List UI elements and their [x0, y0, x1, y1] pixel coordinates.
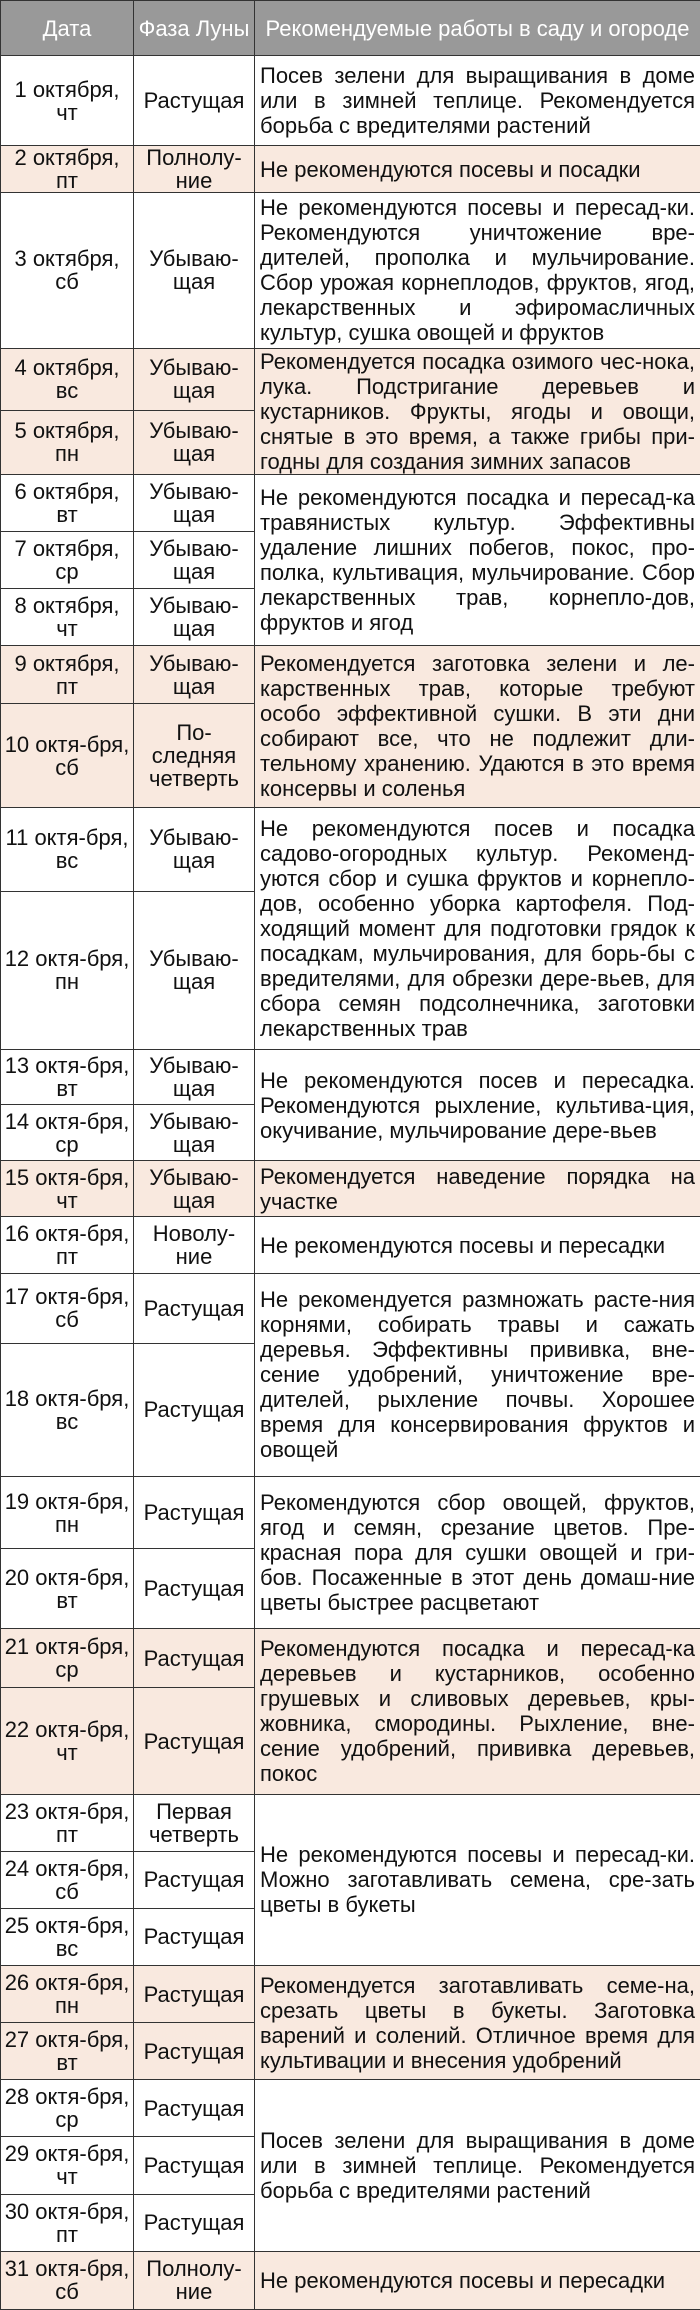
date-cell: 6 октября, вт — [1, 474, 134, 531]
phase-cell: Растущая — [134, 1851, 255, 1908]
date-cell: 9 октября, пт — [1, 646, 134, 704]
phase-cell: Растущая — [134, 1966, 255, 2023]
phase-cell: Убываю-щая — [134, 589, 255, 646]
phase-cell: Убываю-щая — [134, 1105, 255, 1161]
date-cell: 15 октя-бря, чт — [1, 1161, 134, 1217]
date-cell: 26 октя-бря, пн — [1, 1966, 134, 2023]
work-cell: Не рекомендуются посевы и пересад-ки. Рекомендуются уничтожение вре-дителей, прополка и мульчирование. Сбор урожая корнеплодов, фруктов, ягод, лекарственных и эфиромасличных культур, сушка овощей и фруктов — [255, 193, 700, 348]
phase-cell: Новолу-ние — [134, 1217, 255, 1273]
phase-cell: Растущая — [134, 2137, 255, 2194]
phase-cell: Растущая — [134, 1343, 255, 1476]
table-row — [1, 1050, 700, 1105]
phase-cell: Убываю-щая — [134, 891, 255, 1049]
phase-cell: Растущая — [134, 1629, 255, 1688]
work-cell: Не рекомендуются посевы и пересад-ки. Можно заготавливать семена, сре-зать цветы в букеты — [255, 1794, 700, 1965]
date-cell: 12 октя-бря, пн — [1, 891, 134, 1049]
phase-cell: Растущая — [134, 56, 255, 146]
table-row — [1, 1273, 700, 1343]
table-row — [1, 646, 700, 704]
work-cell: Не рекомендуется размножать расте-ния корнями, собирать травы и сажать деревья. Эффективны прививка, вне-сение удобрений, уничтожение вре-дителей, рыхление почвы. Хорошее время для консервирования фруктов и овощей — [255, 1273, 700, 1476]
date-cell: 22 октя-бря, чт — [1, 1688, 134, 1794]
table-row — [1, 807, 700, 891]
table-row — [1, 474, 700, 531]
work-cell: Посев зелени для выращивания в доме или в зимней теплице. Рекомендуется борьба с вредителями растений — [255, 56, 700, 146]
work-cell: Не рекомендуются посев и пересадка. Рекомендуются рыхление, культива-ция, окучивание, мульчирование дере-вьев — [255, 1050, 700, 1161]
phase-cell: Растущая — [134, 2023, 255, 2080]
date-cell: 30 октя-бря, пт — [1, 2194, 134, 2251]
phase-cell: Растущая — [134, 1273, 255, 1343]
phase-cell: Растущая — [134, 1549, 255, 1629]
date-cell: 31 октя-бря, сб — [1, 2251, 134, 2309]
date-cell: 7 октября, ср — [1, 532, 134, 589]
phase-cell: Полнолу-ние — [134, 146, 255, 193]
table-header-row — [1, 1, 700, 56]
table-row — [1, 2251, 700, 2309]
work-cell: Не рекомендуются посев и посадка садово-огородных культур. Рекоменд-уются сбор и сушка фруктов и корнепло-дов, особенно уборка картофеля. Под-ходящий момент для подготовки грядок к посадкам, мульчирования, для борь-бы с вредителями, для обрезки дере-вьев, для сбора семян подсолнечника, заготовки лекарственных трав — [255, 807, 700, 1050]
date-cell: 27 октя-бря, вт — [1, 2023, 134, 2080]
header-work: Рекомендуемые работы в саду и огороде — [255, 1, 700, 56]
date-cell: 14 октя-бря, ср — [1, 1105, 134, 1161]
work-cell: Рекомендуются посадка и пересад-ка деревьев и кустарников, особенно грушевых и сливовых деревьев, кры-жовника, смородины. Рыхление, вне-сение удобрений, прививка деревьев, покос — [255, 1629, 700, 1794]
work-cell: Рекомендуются сбор овощей, фруктов, ягод и семян, срезание цветов. Пре-красная пора для сушки овощей и гри-бов. Посаженные в этот день домаш-ние цветы быстрее расцветают — [255, 1476, 700, 1628]
date-cell: 20 октя-бря, вт — [1, 1549, 134, 1629]
date-cell: 8 октября, чт — [1, 589, 134, 646]
phase-cell: Убываю-щая — [134, 646, 255, 704]
date-cell: 29 октя-бря, чт — [1, 2137, 134, 2194]
date-cell: 3 октября, сб — [1, 193, 134, 348]
phase-cell: По-следняя четверть — [134, 704, 255, 807]
date-cell: 17 октя-бря, сб — [1, 1273, 134, 1343]
work-cell: Рекомендуется наведение порядка на участке — [255, 1161, 700, 1217]
phase-cell: Растущая — [134, 2194, 255, 2251]
table-row — [1, 1966, 700, 2023]
header-date: Дата — [1, 1, 134, 56]
phase-cell: Убываю-щая — [134, 1161, 255, 1217]
work-cell: Рекомендуется посадка озимого чес-нока, лука. Подстригание деревьев и кустарников. Фрукты, ягоды и овощи, снятые в это время, а также грибы при-годны для создания зимних запасов — [255, 348, 700, 474]
phase-cell: Убываю-щая — [134, 348, 255, 410]
phase-cell: Убываю-щая — [134, 410, 255, 474]
date-cell: 16 октя-бря, пт — [1, 1217, 134, 1273]
phase-cell: Растущая — [134, 1476, 255, 1548]
date-cell: 23 октя-бря, пт — [1, 1794, 134, 1851]
work-cell: Рекомендуется заготовка зелени и ле-карственных трав, которые требуют особо эффективной сушки. В эти дни собирают все, что не подлежит дли-тельному хранению. Удаются в это время консервы и соленья — [255, 646, 700, 807]
table-row — [1, 2080, 700, 2137]
date-cell: 13 октя-бря, вт — [1, 1050, 134, 1105]
phase-cell: Полнолу-ние — [134, 2251, 255, 2309]
date-cell: 1 октября, чт — [1, 56, 134, 146]
date-cell: 2 октября, пт — [1, 146, 134, 193]
phase-cell: Убываю-щая — [134, 474, 255, 531]
phase-cell: Убываю-щая — [134, 193, 255, 348]
work-cell: Не рекомендуются посевы и пересадки — [255, 2251, 700, 2309]
work-cell: Не рекомендуются посевы и посадки — [255, 146, 700, 193]
date-cell: 25 октя-бря, вс — [1, 1908, 134, 1965]
date-cell: 5 октября, пн — [1, 410, 134, 474]
table-row — [1, 56, 700, 146]
date-cell: 24 октя-бря, сб — [1, 1851, 134, 1908]
table-row — [1, 1476, 700, 1548]
date-cell: 11 октя-бря, вс — [1, 807, 134, 891]
work-cell: Не рекомендуются посадка и пересад-ка травянистых культур. Эффективны удаление лишних побегов, покос, про-полка, культивация, мульчирование. Сбор лекарственных трав, корнепло-дов, фруктов и ягод — [255, 474, 700, 645]
table-row — [1, 1217, 700, 1273]
table-row — [1, 1629, 700, 1688]
table-row — [1, 1794, 700, 1851]
date-cell: 19 октя-бря, пн — [1, 1476, 134, 1548]
table-row — [1, 193, 700, 348]
work-cell: Посев зелени для выращивания в доме или в зимней теплице. Рекомендуется борьба с вредителями растений — [255, 2080, 700, 2251]
table-row — [1, 1161, 700, 1217]
phase-cell: Убываю-щая — [134, 532, 255, 589]
phase-cell: Убываю-щая — [134, 807, 255, 891]
table-row — [1, 348, 700, 410]
date-cell: 10 октя-бря, сб — [1, 704, 134, 807]
header-phase: Фаза Луны — [134, 1, 255, 56]
date-cell: 28 октя-бря, ср — [1, 2080, 134, 2137]
phase-cell: Убываю-щая — [134, 1050, 255, 1105]
date-cell: 4 октября, вс — [1, 348, 134, 410]
phase-cell: Растущая — [134, 2080, 255, 2137]
phase-cell: Первая четверть — [134, 1794, 255, 1851]
table-row — [1, 146, 700, 193]
phase-cell: Растущая — [134, 1688, 255, 1794]
phase-cell: Растущая — [134, 1908, 255, 1965]
date-cell: 21 октя-бря, ср — [1, 1629, 134, 1688]
work-cell: Рекомендуется заготавливать семе-на, срезать цветы в букеты. Заготовка варений и солений. Отличное время для культивации и внесения удобрений — [255, 1966, 700, 2080]
work-cell: Не рекомендуются посевы и пересадки — [255, 1217, 700, 1273]
date-cell: 18 октя-бря, вс — [1, 1343, 134, 1476]
